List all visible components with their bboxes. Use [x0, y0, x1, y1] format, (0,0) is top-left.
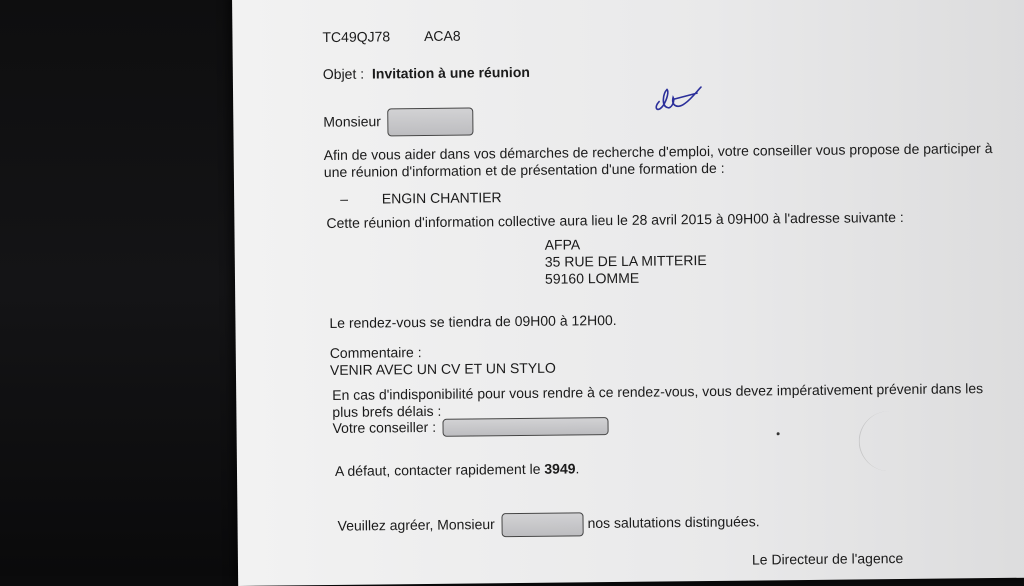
- advisor-line: [332, 417, 609, 438]
- reference-line: [322, 28, 460, 45]
- address-line-2: 35 RUE DE LA MITTERIE: [544, 252, 707, 270]
- signatory-line: Le Directeur de l'agence: [751, 550, 904, 568]
- ink-speck: [777, 432, 780, 435]
- dark-background: [0, 0, 240, 576]
- bullet-dash: –: [340, 190, 349, 207]
- comment-label: Commentaire :: [329, 344, 422, 361]
- redacted-closing-box: [502, 512, 584, 537]
- address-line-3: 59160 LOMME: [544, 269, 640, 287]
- schedule-line: Le rendez-vous se tiendra de 09H00 à 12H00.: [329, 311, 617, 331]
- reference-code: TC49QJ78: [322, 28, 391, 46]
- subject-text: Invitation à une réunion: [371, 63, 530, 82]
- redacted-advisor-box: [443, 417, 609, 437]
- redacted-name-box: [388, 107, 474, 136]
- closing-prefix: Veuillez agréer, Monsieur: [337, 515, 495, 534]
- salutation-line: [323, 107, 474, 137]
- intro-line-2: une réunion d'information et de présentation d'une formation de :: [323, 159, 725, 181]
- contact-number: 3949: [544, 460, 576, 477]
- unavailability-line-2: plus brefs délais :: [332, 402, 442, 420]
- letter-page: [232, 0, 1024, 586]
- comment-text: VENIR AVEC UN CV ET UN STYLO: [329, 359, 556, 378]
- training-item: [340, 189, 502, 207]
- training-name: ENGIN CHANTIER: [381, 189, 502, 207]
- unavailability-line-1: En cas d'indisponibilité pour vous rendre à ce rendez-vous, vous devez impérativement prévenir dans les: [332, 380, 984, 403]
- closing-line: [337, 511, 759, 539]
- meeting-date-line: Cette réunion d'information collective aura lieu le 28 avril 2015 à 09H00 à l'adresse suivante :: [326, 208, 904, 232]
- closing-suffix: nos salutations distinguées.: [587, 513, 760, 532]
- fallback-period: .: [575, 460, 580, 477]
- intro-line-1: Afin de vous aider dans vos démarches de recherche d'emploi, votre conseiller vous propose de participer à: [323, 140, 993, 164]
- address-line-1: AFPA: [544, 236, 581, 253]
- handwritten-initials: [651, 83, 703, 114]
- salutation-text: Monsieur: [323, 113, 382, 130]
- advisor-label: Votre conseiller :: [332, 418, 437, 436]
- office-code: ACA8: [423, 27, 461, 44]
- fallback-text: A défaut, contacter rapidement le: [334, 460, 541, 479]
- fallback-line: [335, 460, 580, 479]
- subject-line: [323, 64, 530, 82]
- subject-label: Objet :: [322, 65, 365, 83]
- paper-stain: [858, 411, 920, 472]
